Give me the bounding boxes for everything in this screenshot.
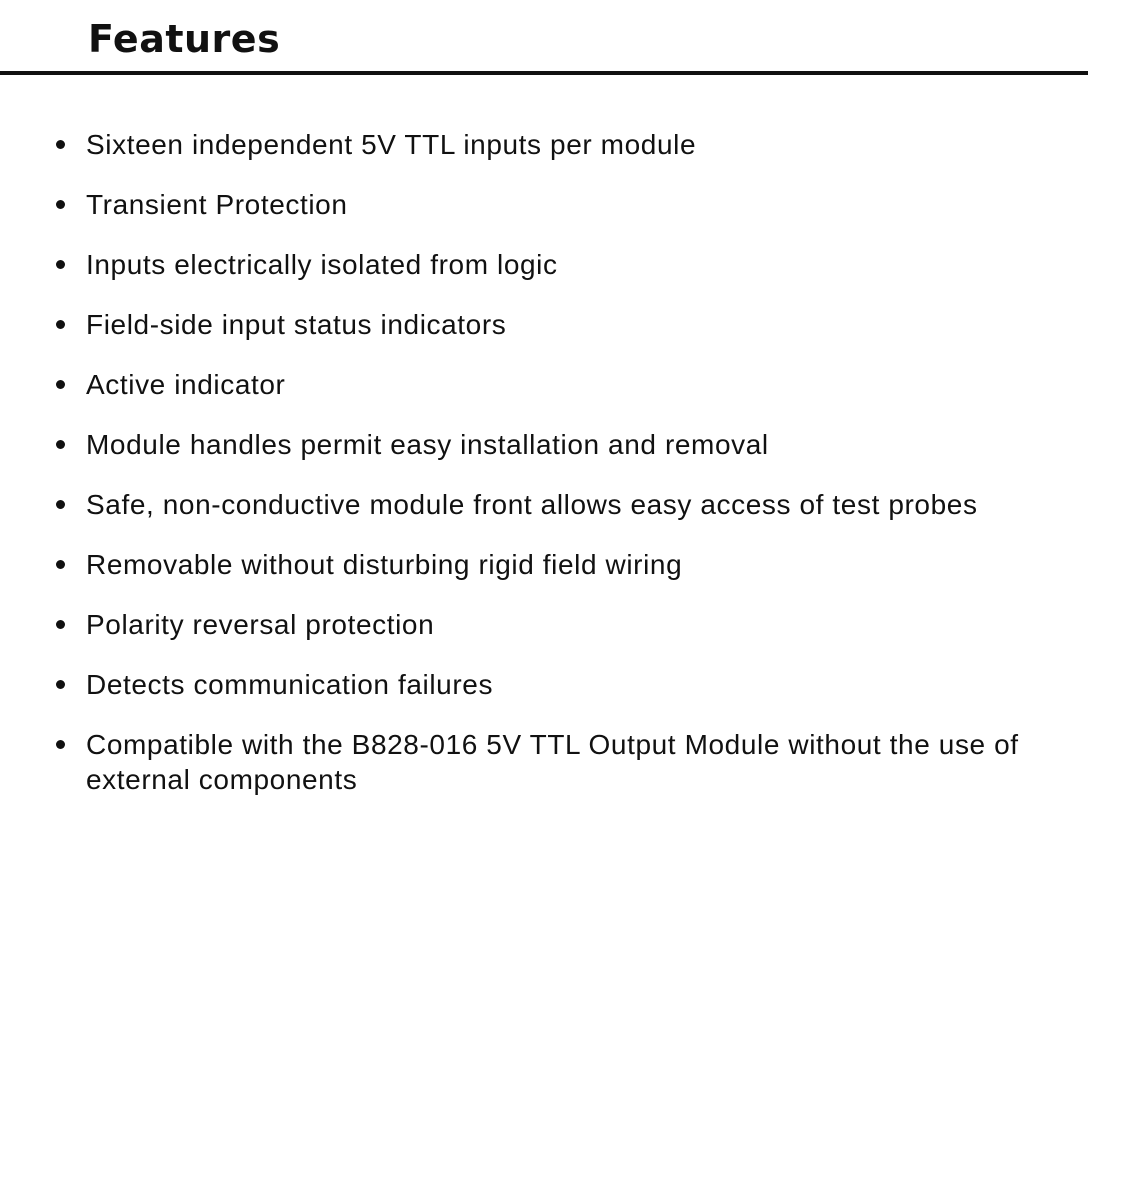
list-item <box>52 607 1092 642</box>
feature-text: Compatible with the B828-016 5V TTL Output Module without the use of external components <box>86 729 1019 795</box>
list-item <box>52 427 1092 462</box>
page-title: Features <box>88 17 281 61</box>
list-item <box>52 727 1092 797</box>
bullet-icon <box>56 260 65 269</box>
feature-text: Transient Protection <box>86 189 348 220</box>
bullet-icon <box>56 740 65 749</box>
list-item <box>52 127 1092 162</box>
bullet-icon <box>56 560 65 569</box>
list-item <box>52 307 1092 342</box>
feature-text: Removable without disturbing rigid field wiring <box>86 549 683 580</box>
bullet-icon <box>56 140 65 149</box>
list-item <box>52 367 1092 402</box>
bullet-icon <box>56 380 65 389</box>
bullet-icon <box>56 680 65 689</box>
feature-text: Polarity reversal protection <box>86 609 435 640</box>
list-item <box>52 547 1092 582</box>
feature-list <box>52 127 1092 822</box>
feature-text: Sixteen independent 5V TTL inputs per module <box>86 129 697 160</box>
feature-text: Safe, non-conductive module front allows easy access of test probes <box>86 489 978 520</box>
feature-text: Detects communication failures <box>86 669 494 700</box>
title-divider <box>0 71 1088 75</box>
list-item <box>52 187 1092 222</box>
bullet-icon <box>56 620 65 629</box>
list-item <box>52 487 1092 522</box>
list-item <box>52 667 1092 702</box>
feature-text: Field-side input status indicators <box>86 309 507 340</box>
feature-text: Inputs electrically isolated from logic <box>86 249 558 280</box>
feature-text: Module handles permit easy installation and removal <box>86 429 769 460</box>
list-item <box>52 247 1092 282</box>
bullet-icon <box>56 200 65 209</box>
bullet-icon <box>56 320 65 329</box>
bullet-icon <box>56 440 65 449</box>
feature-text: Active indicator <box>86 369 286 400</box>
bullet-icon <box>56 500 65 509</box>
